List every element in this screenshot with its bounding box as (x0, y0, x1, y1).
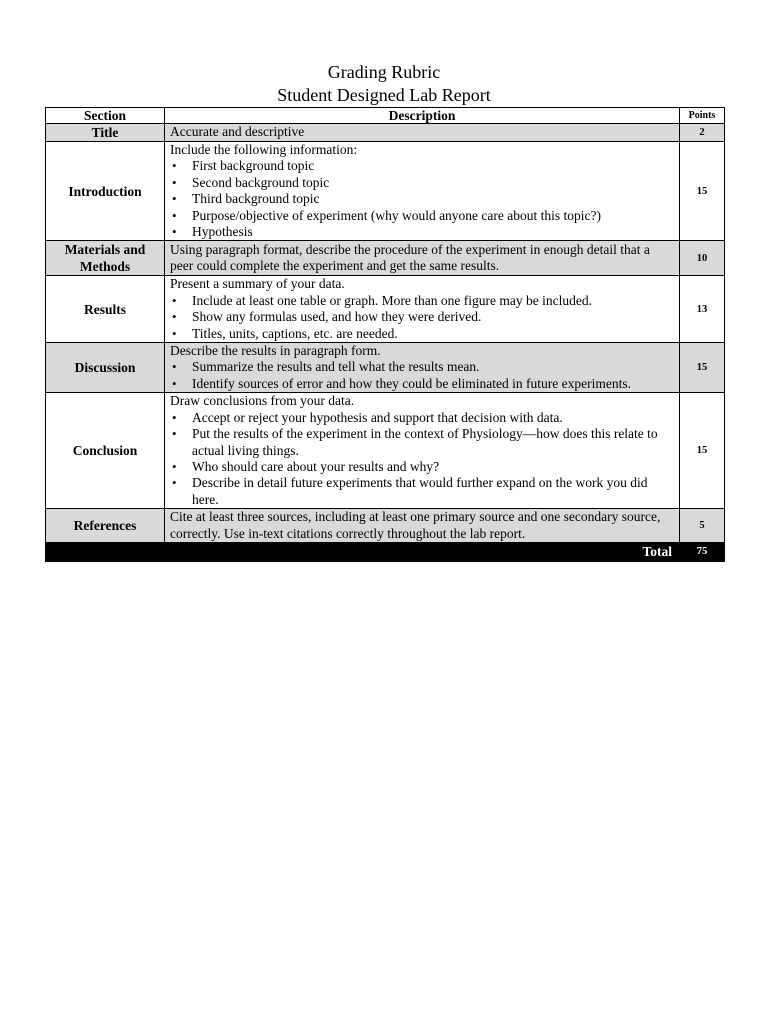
description-text: Cite at least three sources, including at least one primary source and one secondary source, correctly. Use in-text citations correctly throughout the lab report. (170, 509, 661, 541)
bullet-list (170, 410, 674, 508)
points-cell: 10 (680, 241, 725, 276)
list-item: • First background topic (170, 158, 674, 174)
description-text: Present a summary of your data. (170, 276, 345, 292)
description-text: Describe the results in paragraph form. (170, 343, 381, 359)
table-row-introduction (46, 142, 725, 241)
document-header (0, 61, 768, 107)
section-cell: Materials and Methods (46, 241, 165, 276)
description-cell (165, 142, 680, 241)
column-header-section: Section (46, 108, 165, 124)
list-item: • Third background topic (170, 191, 674, 207)
list-item: • Titles, units, captions, etc. are needed. (170, 326, 674, 342)
description-text: Using paragraph format, describe the procedure of the experiment in enough detail that a peer could complete the experiment and get the same results. (170, 242, 650, 274)
list-item: • Show any formulas used, and how they were derived. (170, 309, 674, 325)
table-row-results (46, 276, 725, 343)
table-row-discussion (46, 343, 725, 393)
description-cell (165, 343, 680, 393)
description-text: Draw conclusions from your data. (170, 393, 355, 409)
points-cell: 15 (680, 142, 725, 241)
table-header-row (46, 108, 725, 124)
points-cell: 15 (680, 393, 725, 509)
list-item: • Purpose/objective of experiment (why would anyone care about this topic?) (170, 208, 674, 224)
total-label: Total (46, 542, 680, 561)
description-cell (165, 393, 680, 509)
points-cell: 5 (680, 509, 725, 543)
list-item: • Identify sources of error and how they could be eliminated in future experiments. (170, 376, 674, 392)
description-cell (165, 241, 680, 276)
table-row-total (46, 542, 725, 561)
total-points: 75 (680, 542, 725, 561)
list-item: • Include at least one table or graph. More than one figure may be included. (170, 293, 674, 309)
column-header-points: Points (680, 108, 725, 124)
section-cell: Results (46, 276, 165, 343)
section-cell: Title (46, 124, 165, 142)
section-cell: Introduction (46, 142, 165, 241)
section-cell: References (46, 509, 165, 543)
points-cell: 2 (680, 124, 725, 142)
table-row-references (46, 509, 725, 543)
description-cell (165, 276, 680, 343)
list-item: • Second background topic (170, 175, 674, 191)
list-item: • Hypothesis (170, 224, 674, 240)
description-text: Accurate and descriptive (170, 124, 305, 140)
bullet-list (170, 359, 674, 392)
table-row-conclusion (46, 393, 725, 509)
table-row-materials-and-methods (46, 241, 725, 276)
document-title: Grading Rubric (327, 62, 441, 82)
bullet-list (170, 158, 674, 240)
bullet-list (170, 293, 674, 342)
description-text: Include the following information: (170, 142, 358, 157)
grading-rubric-table (45, 107, 725, 562)
points-cell: 15 (680, 343, 725, 393)
table-row-title (46, 124, 725, 142)
points-cell: 13 (680, 276, 725, 343)
list-item: • Who should care about your results and why? (170, 459, 674, 475)
list-item: • Summarize the results and tell what the results mean. (170, 359, 674, 375)
list-item: • Describe in detail future experiments that would further expand on the work you did here. (170, 475, 674, 508)
column-header-description: Description (165, 108, 680, 124)
document-subtitle: Student Designed Lab Report (277, 85, 491, 105)
section-cell: Discussion (46, 343, 165, 393)
list-item: • Accept or reject your hypothesis and support that decision with data. (170, 410, 674, 426)
list-item: • Put the results of the experiment in the context of Physiology—how does this relate to actual living things. (170, 426, 674, 459)
section-cell: Conclusion (46, 393, 165, 509)
description-cell (165, 509, 680, 543)
description-cell (165, 124, 680, 142)
